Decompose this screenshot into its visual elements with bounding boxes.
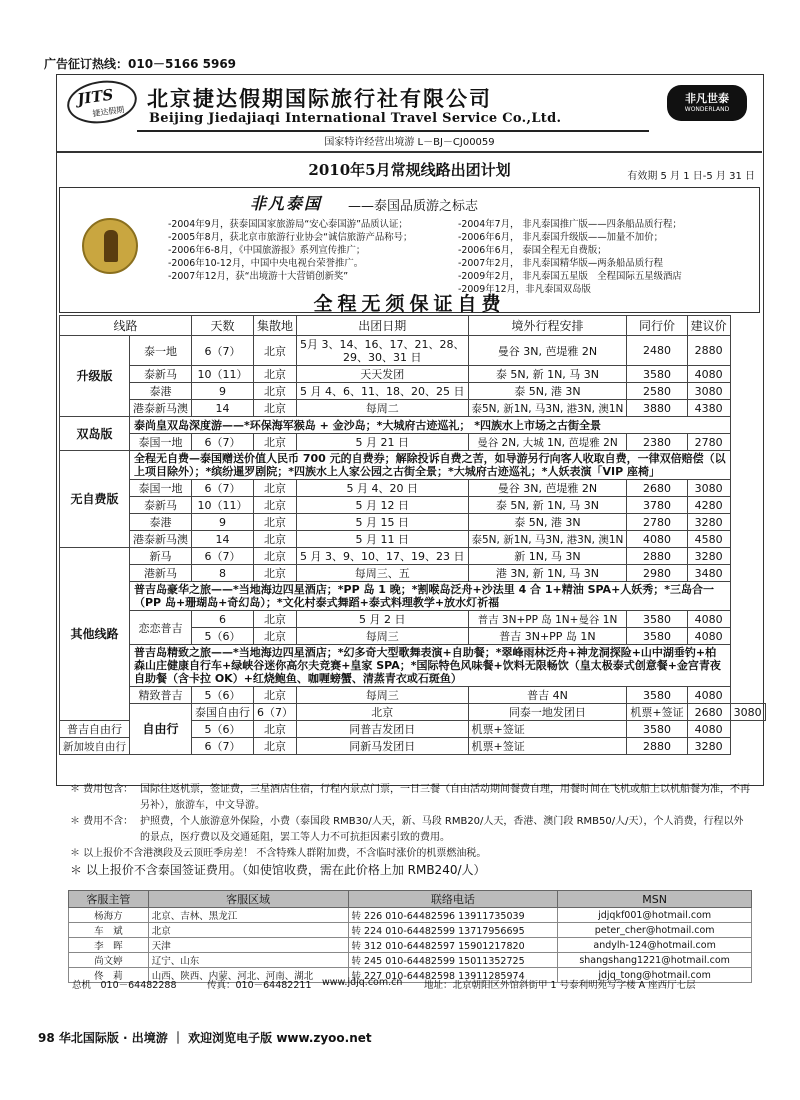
license-number: 国家特许经营出境游 L－BJ－CJ00059 [324,137,495,148]
itinerary: 普吉 3N+PP 岛 1N [468,628,627,645]
suggested-price: 3080 [687,480,730,497]
hub: 北京 [297,704,468,721]
address: 地址：北京朝阳区外馆斜街甲 1 号泰利明苑写字楼 A 座西厅七层 [424,980,696,991]
main-frame [56,74,764,786]
peer-price: 2880 [627,548,687,565]
days: 6（7） [192,336,254,366]
peer-price: 2880 [627,738,687,755]
suggested-price: 4280 [687,497,730,514]
dates: 每周二 [297,400,468,417]
hub: 北京 [254,548,297,565]
days: 8 [192,565,254,582]
dates: 5月 3、14、16、17、21、28、29、30、31 日 [297,336,468,366]
tour-schedule-table [59,315,766,755]
dates: 同泰一地发团日 [468,704,627,721]
col-header: MSN [558,891,752,908]
itinerary: 泰 5N, 新 1N, 马 3N [468,366,627,383]
hub: 北京 [254,400,297,417]
peer-price: 3580 [627,366,687,383]
hub: 北京 [254,383,297,400]
suggested-price: 4080 [687,611,730,628]
col-header: 同行价 [627,316,687,336]
itinerary: 泰5N, 新1N, 马3N, 港3N, 澳1N [468,400,627,417]
table-row [60,400,766,417]
contact-area: 山西、陕西、内蒙、河北、河南、湖北 [148,968,348,983]
wonderland-logo [667,85,747,121]
contact-table [68,890,752,983]
route: 港泰新马澳 [130,531,192,548]
guarantee-slogan: 全程无须保证自费 [313,293,506,315]
contact-row [69,938,752,953]
itinerary: 泰 5N, 港 3N [468,514,627,531]
fee-exclude-text: 护照费，个人旅游意外保险，小费（泰国段 RMB30/人天，新、马段 RMB20/人天，香港、澳门段 RMB50/人/天），个人消费，行程以外的景点，医疗费以及交通延阻，罢工等人力不可抗拒因素引致的费用。 [140,816,744,843]
dates: 5 月 3、9、10、17、19、23 日 [297,548,468,565]
hub: 北京 [254,366,297,383]
section-label: 双岛版 [60,417,130,451]
wonderland-cn: 非凡世泰 [685,92,729,105]
suggested-price: 4080 [687,366,730,383]
section-intro: 全程无自费—泰国赠送价值人民币 700 元的自费券；解除投诉自费之苦，如导游另行向客人收取自费，一律双倍赔偿（以上项目除外）；*缤纷暹罗剧院；*四族水上人家公园之古街全景；*大城府古迹巡礼；*人妖表演「VIP 座椅」 [130,451,731,480]
itinerary: 泰 5N, 港 3N [468,383,627,400]
contact-msn[interactable]: andylh-124@hotmail.com [558,938,752,953]
dates: 5 月 2 日 [297,611,468,628]
table-row [60,565,766,582]
suggested-price: 3280 [687,738,730,755]
contact-phone: 转 312 010-64482597 15901217820 [348,938,558,953]
contact-name: 尚文婷 [69,953,149,968]
route: 泰一地 [130,336,192,366]
peer-price: 2780 [627,514,687,531]
hub: 北京 [254,565,297,582]
fee-exclude [70,814,750,846]
itinerary: 机票+签证 [468,738,627,755]
table-row [60,582,766,611]
logo-sub: 捷达假期 [91,105,125,119]
itinerary: 泰 5N, 新 1N, 马 3N [468,497,627,514]
fee-exclude-key: ＊ 费用不含： [70,816,134,827]
fee-note-1: ＊ 以上报价不含港澳段及云顶旺季房差！ 不含特殊人群附加费，不含临时涨价的机票燃油税。 [70,848,487,859]
col-header: 集散地 [254,316,297,336]
dates: 5 月 15 日 [297,514,468,531]
peer-price: 3880 [627,400,687,417]
note-line: -2006年6月， 非凡泰国升级版——加量不加价； [458,232,663,243]
divider [137,130,649,132]
logo-text: JITS [76,85,115,109]
brand-name: 非凡泰国 [250,194,323,213]
route: 泰新马 [130,366,192,383]
section-intro: 普吉岛精致之旅——*当地海边四星酒店；*幻多奇大型歌舞表演+自助餐；*翠峰雨林泛舟+神龙洞探险+山中湖垂钓+柏森山庄健康自行车+绿峡谷迷你高尔夫竞赛+皇家 SPA；*国际特色风味餐+饮料无限畅饮（皇太极泰式创意餐+金宫青夜自助餐（含卡拉 OK）+红烧鲍鱼、咖喱螃蟹、清蒸青衣或石斑鱼） [130,645,731,687]
peer-price: 2980 [627,565,687,582]
hub: 北京 [254,514,297,531]
table-row [60,611,766,628]
table-row [60,336,766,366]
days: 5（6） [192,721,254,738]
table-row [60,497,766,514]
dates: 5 月 4、6、11、18、20、25 日 [297,383,468,400]
route: 泰国一地 [130,480,192,497]
table-row [60,531,766,548]
col-header: 联络电话 [348,891,558,908]
contact-row [69,923,752,938]
section-label: 自由行 [130,704,192,755]
route: 新加坡自由行 [60,738,130,755]
table-row [60,366,766,383]
peer-price: 4080 [627,531,687,548]
route: 泰国自由行 [192,704,254,721]
route: 泰国一地 [130,434,192,451]
itinerary: 曼谷 3N, 芭堤雅 2N [468,336,627,366]
brand-notes-left [168,218,412,283]
contact-msn[interactable]: jdjqkf001@hotmail.com [558,908,752,923]
contact-msn[interactable]: jdjq_tong@hotmail.com [558,968,752,983]
contact-phone: 转 245 010-64482599 15011352725 [348,953,558,968]
col-header: 境外行程安排 [468,316,627,336]
days: 6（7） [254,704,297,721]
contact-name: 车 斌 [69,923,149,938]
peer-price: 3580 [627,721,687,738]
hub: 北京 [254,721,297,738]
itinerary: 普吉 3N+PP 岛 1N+曼谷 1N [468,611,627,628]
contact-phone: 转 226 010-64482596 13911735039 [348,908,558,923]
dates: 5 月 21 日 [297,434,468,451]
contact-area: 北京 [148,923,348,938]
table-row [60,383,766,400]
dates: 每周三 [297,628,468,645]
suggested-price: 3280 [687,514,730,531]
route: 普吉自由行 [60,721,130,738]
main-phone: 总机 010－64482288 [72,980,177,991]
itinerary: 港 3N, 新 1N, 马 3N [468,565,627,582]
route: 新马 [130,548,192,565]
col-header: 出团日期 [297,316,468,336]
fee-notes [70,782,750,878]
note-line: -2005年8月，获北京市旅游行业协会“诚信旅游产品称号； [168,232,413,243]
table-row [60,704,766,721]
brand-notes-right [458,218,682,296]
contact-row [69,908,752,923]
dates: 天天发团 [297,366,468,383]
jits-logo [64,76,139,127]
suggested-price: 3280 [687,548,730,565]
col-header: 线路 [60,316,192,336]
hub: 北京 [254,497,297,514]
route: 泰港 [130,383,192,400]
contact-msn[interactable]: peter_cher@hotmail.com [558,923,752,938]
days: 6（7） [192,480,254,497]
days: 9 [192,514,254,531]
valid-period: 有效期 5 月 1 日-5 月 31 日 [627,171,755,182]
table-row [60,451,766,480]
col-header: 天数 [192,316,254,336]
days: 5（6） [192,628,254,645]
section-label: 升级版 [60,336,130,417]
page-footer: 98 华北国际版 · 出境游 ｜ 欢迎浏览电子版 www.zyoo.net [38,1031,372,1045]
note-line: -2009年12月，非凡泰国双岛版 [458,284,591,295]
days: 14 [192,400,254,417]
days: 6（7） [192,434,254,451]
header [57,75,762,151]
dates: 每周三、五 [297,565,468,582]
section-intro: 泰尚皇双岛深度游——*环保海军猴岛 + 金沙岛；*大城府古迹巡礼； *四族水上市场之古街全景 [130,417,731,434]
table-row [60,548,766,565]
ad-hotline: 广告征订热线：010－5166 5969 [44,57,237,71]
days: 14 [192,531,254,548]
hub: 北京 [254,687,297,704]
contact-name: 杨海方 [69,908,149,923]
website-link[interactable]: www.jdjq.com.cn [322,977,403,988]
fax: 传真：010－64482211 [207,980,312,991]
note-line: -2006年6-8月，《中国旅游报》系列宣传推广； [168,245,366,256]
route: 港泰新马澳 [130,400,192,417]
contact-name: 佟 莉 [69,968,149,983]
days: 9 [192,383,254,400]
days: 6（7） [192,738,254,755]
note-line: -2007年12月，获“出境游十大营销创新奖” [168,271,349,282]
table-row [60,480,766,497]
brand-box [59,187,760,313]
hub: 北京 [254,738,297,755]
hub: 北京 [254,336,297,366]
note-line: -2006年10-12月，中国中央电视台荣誉推广。 [168,258,364,269]
contact-phone: 转 224 010-64482599 13717956695 [348,923,558,938]
suggested-price: 3480 [687,565,730,582]
days: 5（6） [192,687,254,704]
contact-phone: 转 227 010-64482598 13911285974 [348,968,558,983]
itinerary: 普吉 4N [468,687,627,704]
col-header: 客服主管 [69,891,149,908]
days: 10（11） [192,366,254,383]
itinerary: 机票+签证 [468,721,627,738]
wonderland-en: WONDERLAND [684,106,730,113]
contact-area: 天津 [148,938,348,953]
days: 6（7） [192,548,254,565]
peer-price: 2680 [687,704,730,721]
note-line: -2004年9月，获泰国国家旅游局“安心泰国游”品质认证； [168,219,408,230]
peer-price: 3580 [627,611,687,628]
table-header-row [60,316,766,336]
hub: 北京 [254,611,297,628]
note-line: -2007年2月， 非凡泰国精华版—两条船品质行程 [458,258,663,269]
peer-price: 2480 [627,336,687,366]
hub: 北京 [254,480,297,497]
suggested-price: 4380 [687,400,730,417]
section-label: 无自费版 [60,451,130,548]
dates: 5 月 11 日 [297,531,468,548]
contact-msn[interactable]: shangshang1221@hotmail.com [558,953,752,968]
peer-price: 2380 [627,434,687,451]
dates: 每周三 [297,687,468,704]
peer-price: 2580 [627,383,687,400]
note-line: -2009年2月， 非凡泰国五星版 全程国际五星级酒店 [458,271,682,282]
contact-row [69,953,752,968]
section-label: 其他线路 [60,548,130,721]
dates: 5 月 12 日 [297,497,468,514]
contact-area: 辽宁、山东 [148,953,348,968]
note-line: -2006年6月， 泰国全程无自费版； [458,245,607,256]
fee-include [70,782,750,814]
plan-title: 2010年5月常规线路出团计划 [308,161,511,179]
peer-price: 3780 [627,497,687,514]
route: 港新马 [130,565,192,582]
col-header: 建议价 [687,316,730,336]
route: 精致普吉 [130,687,192,704]
suggested-price: 4080 [687,628,730,645]
peer-price: 3580 [627,687,687,704]
company-name-en: Beijing Jiedajiaqi International Travel Service Co.,Ltd. [149,111,562,126]
peer-price: 3580 [627,628,687,645]
suggested-price: 2880 [687,336,730,366]
itinerary: 泰5N, 新1N, 马3N, 港3N, 澳1N [468,531,627,548]
days: 6 [192,611,254,628]
route: 恋恋普吉 [130,611,192,645]
dates: 同新马发团日 [297,738,468,755]
fee-include-text: 国际往返机票，签证费，三星酒店住宿，行程内景点门票，一日三餐（自由活动期间餐费自理，用餐时间在飞机或船上以机船餐为准，不再另补），旅游车，中文导游。 [140,784,750,811]
dates: 同普吉发团日 [297,721,468,738]
itinerary: 机票+签证 [627,704,687,721]
suggested-price: 4580 [687,531,730,548]
hub: 北京 [254,531,297,548]
route: 泰新马 [130,497,192,514]
company-name-cn: 北京捷达假期国际旅行社有限公司 [147,87,492,111]
section-intro: 普吉岛豪华之旅——*当地海边四星酒店；*PP 岛 1 晚；*割喉岛泛舟+沙法里 4 合 1+精油 SPA+人妖秀；*三岛合一（PP 岛+珊瑚岛+奇幻岛）；*文化村泰式舞蹈+泰式料理教学+放水灯祈福 [130,582,731,611]
table-row [60,417,766,434]
suggested-price: 2780 [687,434,730,451]
route: 泰港 [130,514,192,531]
contact-header-row [69,891,752,908]
fee-note-2: ＊ 以上报价不含泰国签证费用。（如使馆收费，需在此价格上加 RMB240/人） [70,863,486,877]
col-header: 客服区域 [148,891,348,908]
contact-name: 李 晖 [69,938,149,953]
quality-badge-icon [82,218,138,274]
table-row [60,645,766,687]
divider [57,151,762,153]
contact-area: 北京、吉林、黑龙江 [148,908,348,923]
suggested-price: 4080 [687,687,730,704]
days: 10（11） [192,497,254,514]
fee-include-key: ＊ 费用包含： [70,784,134,795]
hub: 北京 [254,628,297,645]
suggested-price: 3080 [687,383,730,400]
itinerary: 曼谷 2N, 大城 1N, 芭堤雅 2N [468,434,627,451]
brand-subtitle: ——泰国品质游之标志 [348,199,479,214]
hub: 北京 [254,434,297,451]
itinerary: 新 1N, 马 3N [468,548,627,565]
suggested-price: 4080 [687,721,730,738]
table-row [60,434,766,451]
dates: 5 月 4、20 日 [297,480,468,497]
table-row [60,687,766,704]
peer-price: 2680 [627,480,687,497]
table-row [60,514,766,531]
note-line: -2004年7月， 非凡泰国推广版——四条船品质行程； [458,219,682,230]
suggested-price: 3080 [730,704,765,721]
itinerary: 曼谷 3N, 芭堤雅 2N [468,480,627,497]
